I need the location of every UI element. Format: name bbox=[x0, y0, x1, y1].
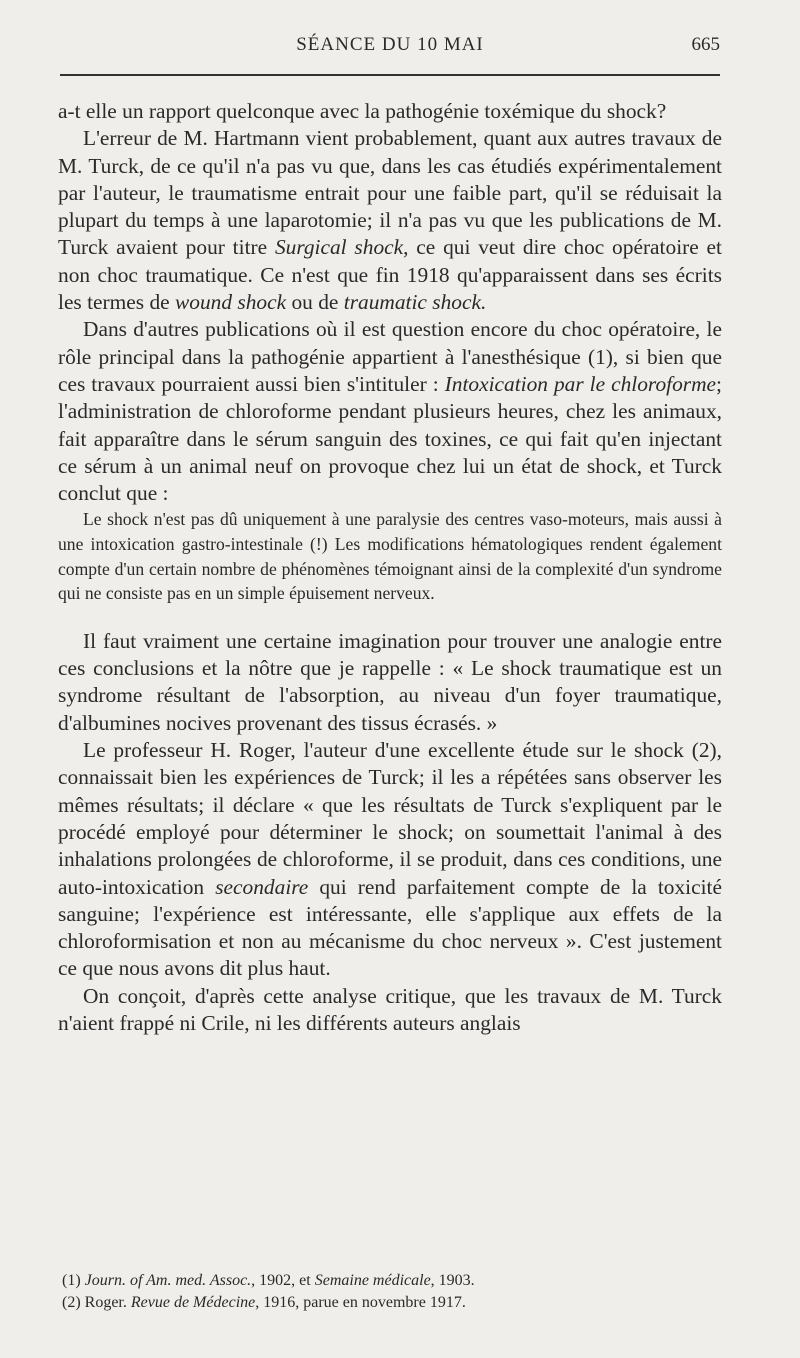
paragraph-2 bbox=[58, 125, 722, 316]
title-intoxication-chloroforme: Intoxication par le chloroforme bbox=[444, 371, 717, 396]
footnote-2-text-a: , 1916, parue en novembre 1917. bbox=[255, 1294, 466, 1311]
footnote-2-marker: (2) Roger. bbox=[62, 1294, 131, 1311]
paragraph-5 bbox=[58, 737, 722, 983]
paragraph-4: Il faut vraiment une certaine imagination pour trouver une analogie entre ces conclusions et la nôtre que je rappelle : « Le shock traumatique est un syndrome résultant de l'absorption, au niveau d'un foyer traumatique, d'albumines nocives provenant des tissus écrasés. » bbox=[58, 628, 722, 735]
footnote-1-marker: (1) bbox=[62, 1272, 85, 1289]
footnote-1-journal: Journ. of Am. med. Assoc. bbox=[84, 1272, 252, 1289]
running-title: SÉANCE DU 10 MAI bbox=[296, 34, 484, 55]
paragraph-3-text-b: ; l'administration de chloroforme pendant plusieurs heures, chez les animaux, fait apparaître dans le sérum sanguin des toxines, ce qui fait qu'en injectant ce sérum à un animal neuf on provoque chez lui un état de shock, et Turck conclut que : bbox=[58, 371, 722, 506]
footnote-1-semaine: Semaine médicale bbox=[314, 1272, 431, 1289]
footnote-2-revue: Revue de Médecine bbox=[130, 1294, 256, 1311]
paragraph-1 bbox=[58, 98, 722, 125]
term-secondaire: secondaire bbox=[215, 874, 309, 899]
footnote-1-text-a: , 1902, et bbox=[251, 1272, 315, 1289]
term-wound-shock: wound shock bbox=[175, 290, 287, 315]
body-text bbox=[58, 98, 722, 1037]
page-number: 665 bbox=[691, 34, 720, 55]
page-header bbox=[60, 34, 720, 60]
paragraph-6: On conçoit, d'après cette analyse critique, que les travaux de M. Turck n'aient frappé ni Crile, ni les différents auteurs anglais bbox=[58, 983, 722, 1035]
footnote-1 bbox=[62, 1270, 722, 1292]
footnotes bbox=[62, 1270, 722, 1314]
title-surgical-shock: Surgical shock bbox=[274, 235, 404, 260]
header-rule bbox=[60, 74, 720, 76]
paragraph-5-text-a: Le professeur H. Roger, l'auteur d'une excellente étude sur le shock (2), connaissait bien les expériences de Turck; il les a répétées sans observer les mêmes résultats; il déclare « que les résultats de Turck s'expliquent par le procédé employé pour déterminer le shock; on soumettait l'animal à des inhalations prolongées de chloroforme, il se produit, dans ces conditions, une auto-intoxication bbox=[58, 738, 722, 899]
paragraph-3 bbox=[58, 316, 722, 507]
paragraph-1-text: a-t elle un rapport quelconque avec la pathogénie toxémique du shock? bbox=[58, 99, 667, 123]
paragraph-3-text-a: Dans d'autres publications où il est question encore du choc opératoire, le rôle principal dans la pathogénie appartient à l'anesthésique (1), si bien que ces travaux pourraient aussi bien s'intituler : bbox=[58, 317, 722, 396]
paragraph-5-text-b: qui rend parfaitement compte de la toxicité sanguine; l'expérience est intéressante, elle s'applique aux effets de la chloroformisation et non au mécanisme du choc nerveux ». C'est justement ce que nous avons dit plus haut. bbox=[58, 874, 722, 981]
paragraph-2-text-b: , ce qui veut dire choc opératoire et non choc traumatique. Ce n'est que fin 1918 qu'apparaissent dans ses écrits les termes de bbox=[58, 235, 722, 315]
footnote-1-text-b: , 1903. bbox=[430, 1272, 475, 1289]
paragraph-2-text-a: L'erreur de M. Hartmann vient probablement, quant aux autres travaux de M. Turck, de ce qu'il n'a pas vu que, dans les cas étudiés expérimentalement par l'auteur, le traumatisme entrait pour une faible part, qu'il se réduisait la plupart du temps à une laparotomie; il n'a pas vu que les publications de M. Turck avaient pour titre bbox=[58, 126, 722, 260]
block-quote: Le shock n'est pas dû uniquement à une paralysie des centres vaso-moteurs, mais aussi à une intoxication gastro-intestinale (!) Les modifications hématologiques rendent également compte d'un certain nombre de phénomènes témoignant ainsi de la complexité d'un syndrome qui ne consiste pas en un simple épuisement nerveux. bbox=[58, 509, 722, 604]
paragraph-2-text-c: ou de bbox=[286, 290, 344, 315]
term-traumatic-shock: traumatic shock. bbox=[343, 290, 487, 315]
footnote-2 bbox=[62, 1292, 722, 1314]
